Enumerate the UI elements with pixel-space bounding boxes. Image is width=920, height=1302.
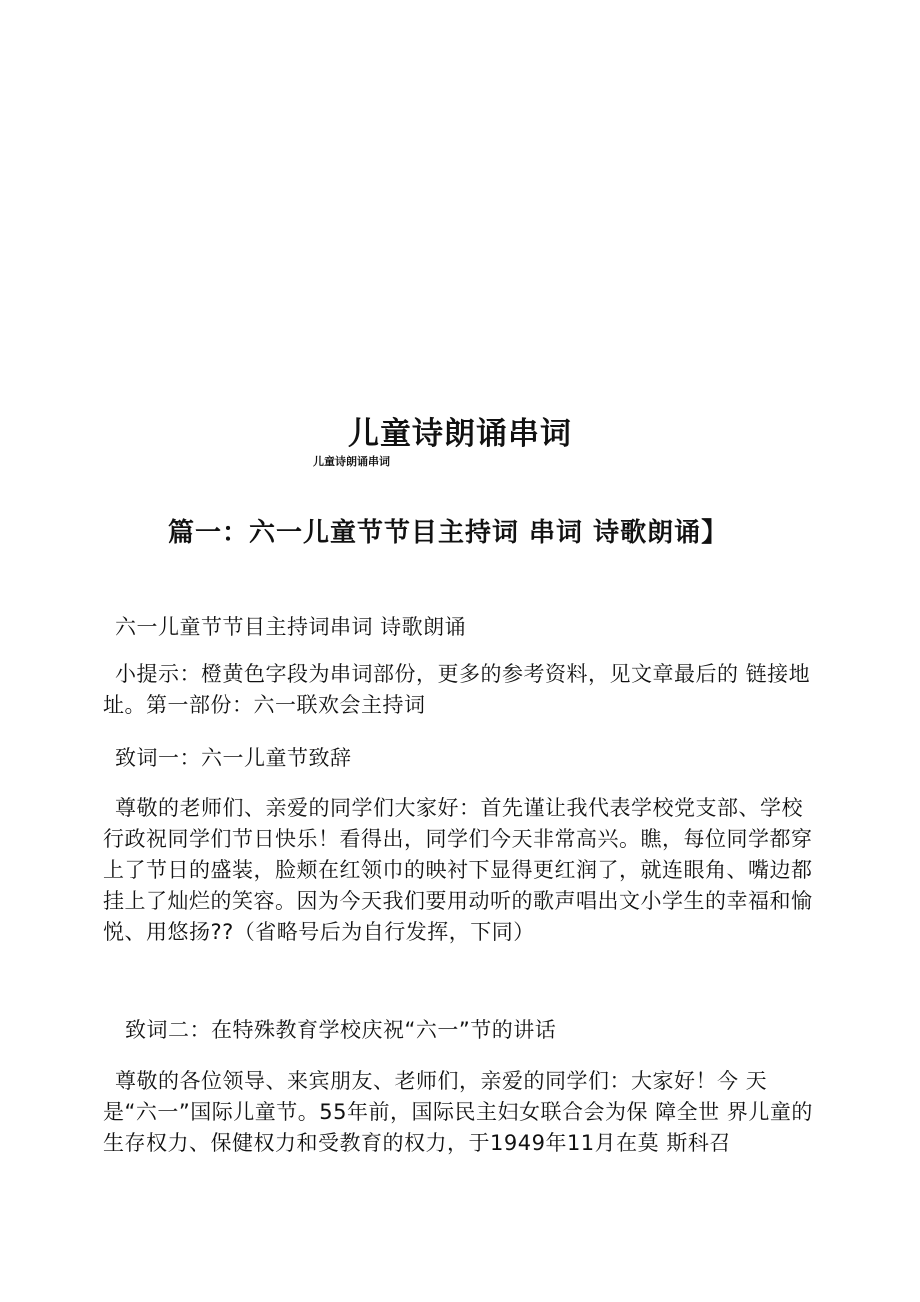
section-heading: 篇一：六一儿童节节目主持词 串词 诗歌朗诵】 <box>168 518 729 548</box>
paragraph-speech-two-heading: 致词二：在特殊教育学校庆祝“六一”节的讲话 <box>125 1018 557 1042</box>
paragraph-section-label: 六一儿童节节目主持词串词 诗歌朗诵 <box>115 615 467 639</box>
document-title: 儿童诗朗诵串词 <box>348 416 572 452</box>
paragraph-tip: 小提示：橙黄色字段为串词部份，更多的参考资料，见文章最后的 链接地址。第一部份：六一联欢会主持词 <box>103 662 811 717</box>
paragraph-speech-two-body: 尊敬的各位领导、来宾朋友、老师们，亲爱的同学们：大家好！今 天是“六一”国际儿童节。55年前，国际民主妇女联合会为保 障全世 界儿童的生存权力、保健权力和受教育的权力，于1949年11月在莫 斯科召 <box>103 1069 813 1155</box>
paragraph-speech-one-body: 尊敬的老师们、亲爱的同学们大家好：首先谨让我代表学校党支部、学校行政祝同学们节日快乐！看得出，同学们今天非常高兴。瞧，每位同学都穿上了节日的盛装，脸颊在红领巾的映衬下显得更红润了，就连眼角、嘴边都挂上了灿烂的笑容。因为今天我们要用动听的歌声唱出文小学生的幸福和愉悦、用悠扬??（省略号后为自行发挥，下同） <box>103 796 813 944</box>
paragraph-speech-one-heading: 致词一：六一儿童节致辞 <box>115 746 352 770</box>
document-subtitle: 儿童诗朗诵串词 <box>313 455 390 468</box>
